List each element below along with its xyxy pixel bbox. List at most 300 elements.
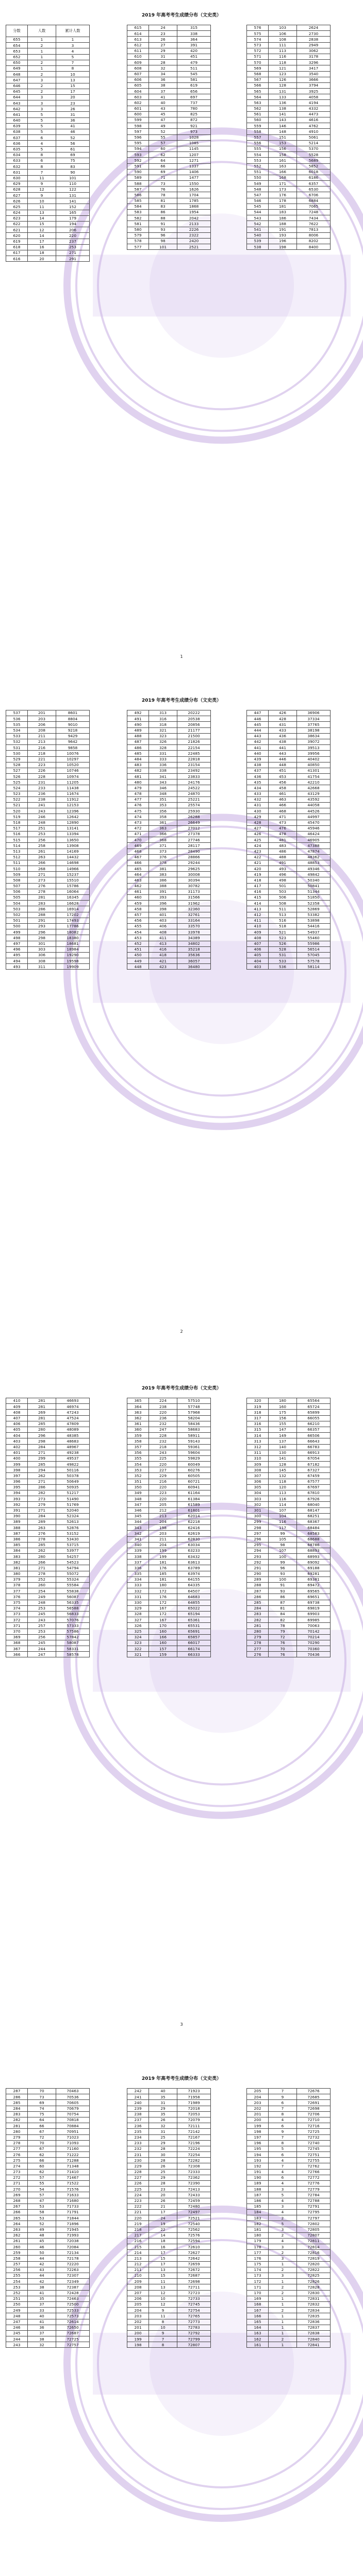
count-cell: 66 xyxy=(28,2123,56,2129)
cumulative-count-cell: 72142 xyxy=(177,2129,211,2134)
cumulative-count-cell: 4332 xyxy=(297,106,331,111)
count-cell: 26 xyxy=(149,2163,177,2169)
score-cell: 532 xyxy=(6,739,28,744)
cumulative-count-cell: 68484 xyxy=(297,1525,331,1531)
cumulative-count-cell: 3296 xyxy=(297,60,331,65)
count-cell: 10 xyxy=(149,2296,177,2301)
count-cell: 218 xyxy=(28,751,56,756)
table-row xyxy=(6,901,90,906)
score-cell: 542 xyxy=(247,221,269,227)
count-cell: 393 xyxy=(149,895,177,901)
table-row xyxy=(6,1588,90,1594)
score-cell: 202 xyxy=(127,2319,149,2325)
table-row xyxy=(247,2256,331,2261)
count-cell: 12 xyxy=(28,227,56,233)
table-row xyxy=(6,65,90,71)
count-cell: 398 xyxy=(149,906,177,912)
cumulative-count-cell: 54416 xyxy=(297,923,331,929)
cumulative-count-cell: 71945 xyxy=(56,2227,90,2232)
table-row xyxy=(127,796,211,802)
table-row xyxy=(247,129,331,134)
cumulative-count-cell: 5852 xyxy=(297,163,331,169)
cumulative-count-cell: 3794 xyxy=(297,82,331,88)
count-cell: 491 xyxy=(269,860,297,866)
score-cell: 438 xyxy=(247,762,269,768)
cumulative-count-cell: 42668 xyxy=(297,785,331,791)
score-cell: 540 xyxy=(247,232,269,238)
table-row xyxy=(247,866,331,872)
score-cell: 523 xyxy=(6,791,28,796)
cumulative-count-cell: 52 xyxy=(56,135,90,141)
count-cell: 15 xyxy=(149,2256,177,2261)
score-cell: 430 xyxy=(247,808,269,814)
count-cell: 391 xyxy=(149,889,177,894)
count-cell: 41 xyxy=(149,94,177,100)
cumulative-count-cell: 57510 xyxy=(177,1398,211,1404)
score-cell: 285 xyxy=(6,2100,28,2106)
count-cell: 81 xyxy=(269,1605,297,1611)
count-cell: 226 xyxy=(28,768,56,773)
table-row xyxy=(6,808,90,814)
count-cell: 228 xyxy=(28,774,56,779)
count-cell: 388 xyxy=(149,883,177,889)
cumulative-count-cell: 67697 xyxy=(297,1484,331,1490)
table-row xyxy=(6,923,90,929)
table-row xyxy=(247,1479,331,1484)
count-cell: 172 xyxy=(149,1588,177,1594)
score-cell: 571 xyxy=(247,54,269,59)
count-cell: 533 xyxy=(269,958,297,964)
cumulative-count-cell: 52040 xyxy=(56,1507,90,1513)
page-number: 2 xyxy=(180,1329,183,1334)
count-cell: 286 xyxy=(28,1484,56,1490)
score-cell: 347 xyxy=(127,1502,149,1507)
count-cell: 180 xyxy=(269,1398,297,1404)
cumulative-count-cell: 18984 xyxy=(56,946,90,952)
score-cell: 606 xyxy=(127,77,149,82)
score-cell: 492 xyxy=(127,710,149,716)
score-cell: 357 xyxy=(127,1444,149,1450)
score-cell: 631 xyxy=(6,170,28,175)
count-cell: 43 xyxy=(149,106,177,111)
score-cell: 269 xyxy=(6,2192,28,2198)
count-cell: 2 xyxy=(269,2284,297,2290)
score-cell: 282 xyxy=(247,1617,269,1623)
count-cell: 18 xyxy=(28,250,56,256)
count-cell: 43 xyxy=(28,2267,56,2273)
score-cell: 634 xyxy=(6,152,28,158)
table-row xyxy=(247,1640,331,1646)
count-cell: 79 xyxy=(269,1629,297,1634)
table-row xyxy=(247,140,331,146)
table-row xyxy=(127,2089,211,2094)
table-row xyxy=(127,1444,211,1450)
table-row xyxy=(6,2140,90,2146)
table-row xyxy=(247,2111,331,2117)
count-cell: 284 xyxy=(28,1513,56,1519)
table-row xyxy=(127,958,211,964)
score-cell: 281 xyxy=(6,2123,28,2129)
score-cell: 318 xyxy=(247,1410,269,1415)
table-row xyxy=(6,1536,90,1542)
score-cell: 454 xyxy=(127,929,149,935)
cumulative-count-cell: 12396 xyxy=(56,808,90,814)
table-row xyxy=(127,722,211,727)
cumulative-count-cell: 71989 xyxy=(177,2100,211,2106)
table-row xyxy=(247,42,331,48)
table-row xyxy=(247,227,331,232)
count-cell: 4 xyxy=(269,2198,297,2204)
table-row xyxy=(127,210,211,215)
score-cell: 650 xyxy=(6,60,28,65)
table-row xyxy=(6,774,90,779)
cumulative-count-cell: 11205 xyxy=(56,779,90,785)
score-cell: 505 xyxy=(6,895,28,901)
score-cell: 409 xyxy=(247,929,269,935)
score-cell: 181 xyxy=(247,2227,269,2232)
score-cell: 427 xyxy=(247,825,269,831)
count-cell: 506 xyxy=(269,895,297,901)
score-cell: 276 xyxy=(6,2152,28,2158)
cumulative-count-cell: 72807 xyxy=(297,2232,331,2238)
cumulative-count-cell: 71633 xyxy=(56,2192,90,2198)
table-row xyxy=(247,1623,331,1629)
score-cell: 266 xyxy=(6,2209,28,2215)
cumulative-count-cell: 72831 xyxy=(297,2296,331,2301)
table-row xyxy=(127,791,211,796)
count-cell: 220 xyxy=(149,1484,177,1490)
table-row xyxy=(127,1421,211,1427)
score-cell: 426 xyxy=(247,831,269,837)
cumulative-count-cell: 72776 xyxy=(297,2181,331,2187)
score-cell: 463 xyxy=(127,877,149,883)
count-cell: 70 xyxy=(269,1646,297,1652)
score-cell: 399 xyxy=(6,1462,28,1467)
score-cell: 268 xyxy=(6,2198,28,2204)
cumulative-count-cell: 47874 xyxy=(297,849,331,854)
count-cell: 9 xyxy=(269,2129,297,2134)
cumulative-count-cell: 9642 xyxy=(56,739,90,744)
table-row xyxy=(127,1560,211,1565)
count-cell: 1 xyxy=(269,2261,297,2267)
score-cell: 490 xyxy=(127,722,149,727)
count-cell: 1 xyxy=(269,2342,297,2348)
count-cell: 198 xyxy=(149,1525,177,1531)
table-row xyxy=(6,796,90,802)
table-row xyxy=(127,733,211,739)
count-cell: 213 xyxy=(149,1513,177,1519)
count-cell: 23 xyxy=(149,31,177,37)
table-row xyxy=(6,2238,90,2244)
table-row xyxy=(6,958,90,964)
table-row xyxy=(247,739,331,744)
cumulative-count-cell: 29625 xyxy=(177,866,211,872)
table-row xyxy=(127,2111,211,2117)
cumulative-count-cell: 58683 xyxy=(177,1427,211,1432)
count-cell: 173 xyxy=(269,187,297,192)
count-cell: 2 xyxy=(28,43,56,48)
cumulative-count-cell: 47524 xyxy=(56,1415,90,1421)
score-cell: 594 xyxy=(127,146,149,151)
cumulative-count-cell: 27746 xyxy=(177,837,211,843)
cumulative-count-cell: 31 xyxy=(56,112,90,117)
count-cell: 151 xyxy=(269,134,297,140)
count-cell: 2 xyxy=(269,2215,297,2221)
table-row xyxy=(127,1646,211,1652)
count-cell: 428 xyxy=(269,716,297,722)
cumulative-count-cell: 50116 xyxy=(56,1467,90,1473)
cumulative-count-cell: 11912 xyxy=(56,796,90,802)
score-cell: 567 xyxy=(247,77,269,82)
cumulative-count-cell: 10520 xyxy=(56,762,90,768)
count-cell: 91 xyxy=(269,1583,297,1588)
count-cell: 503 xyxy=(269,889,297,894)
count-cell: 26 xyxy=(149,37,177,42)
table-row xyxy=(247,1450,331,1455)
table-row xyxy=(6,843,90,849)
score-cell: 601 xyxy=(127,106,149,111)
score-cell: 314 xyxy=(247,1433,269,1438)
count-cell: 40 xyxy=(149,2089,177,2094)
table-row xyxy=(247,1548,331,1553)
count-cell: 3 xyxy=(28,94,56,100)
count-cell: 279 xyxy=(28,1502,56,1507)
cumulative-count-cell: 18082 xyxy=(56,929,90,935)
cumulative-count-cell: 66055 xyxy=(297,1415,331,1421)
table-row xyxy=(6,2094,90,2100)
count-cell: 47 xyxy=(28,2198,56,2204)
table-row xyxy=(127,1577,211,1582)
table-row xyxy=(127,1462,211,1467)
score-cell: 647 xyxy=(6,77,28,83)
cumulative-count-cell: 72832 xyxy=(297,2301,331,2307)
table-row xyxy=(127,2181,211,2187)
count-cell: 278 xyxy=(28,1571,56,1577)
table-row xyxy=(6,733,90,739)
table-row xyxy=(247,25,331,31)
cumulative-count-cell: 1145 xyxy=(177,146,211,151)
count-cell: 69 xyxy=(149,169,177,175)
cumulative-count-cell: 57968 xyxy=(177,1410,211,1415)
score-cell: 619 xyxy=(6,239,28,244)
cumulative-count-cell: 36 xyxy=(56,117,90,123)
table-row xyxy=(6,1652,90,1657)
table-row xyxy=(127,2308,211,2313)
score-cell: 305 xyxy=(247,1484,269,1490)
table-row xyxy=(6,2313,90,2319)
count-cell: 280 xyxy=(28,1427,56,1432)
table-row xyxy=(6,250,90,256)
cumulative-count-cell: 656 xyxy=(177,89,211,94)
cumulative-count-cell: 72819 xyxy=(297,2256,331,2261)
cumulative-count-cell: 55986 xyxy=(297,941,331,946)
table-row xyxy=(6,929,90,935)
cumulative-count-cell: 20222 xyxy=(177,710,211,716)
cumulative-count-cell: 44997 xyxy=(297,814,331,820)
table-row xyxy=(247,831,331,837)
table-row xyxy=(247,2273,331,2279)
cumulative-count-cell: 72751 xyxy=(297,2152,331,2158)
cumulative-count-cell: 479 xyxy=(177,60,211,65)
cumulative-count-cell: 69188 xyxy=(297,1565,331,1571)
cumulative-count-cell: 71576 xyxy=(56,2187,90,2192)
cumulative-count-cell: 54937 xyxy=(297,929,331,935)
score-cell: 355 xyxy=(127,1455,149,1461)
table-row xyxy=(127,901,211,906)
count-cell: 260 xyxy=(28,1583,56,1588)
table-row xyxy=(247,2301,331,2307)
table-row xyxy=(127,89,211,94)
score-cell: 403 xyxy=(6,1438,28,1444)
column-header: 累计人数 xyxy=(56,25,90,37)
cumulative-count-cell: 17493 xyxy=(56,918,90,923)
count-cell: 55 xyxy=(28,2181,56,2187)
cumulative-count-cell: 63789 xyxy=(177,1565,211,1571)
count-cell: 458 xyxy=(269,785,297,791)
cumulative-count-cell: 72480 xyxy=(177,2204,211,2209)
table-row xyxy=(247,1554,331,1560)
count-cell: 176 xyxy=(149,1565,177,1571)
score-cell: 648 xyxy=(6,72,28,77)
count-cell: 1 xyxy=(28,48,56,54)
table-row xyxy=(6,2330,90,2336)
score-cell: 174 xyxy=(247,2267,269,2273)
count-cell: 206 xyxy=(28,722,56,727)
count-cell: 28 xyxy=(149,2146,177,2151)
count-cell: 100 xyxy=(269,1554,297,1560)
score-cell: 518 xyxy=(6,820,28,825)
table-row xyxy=(127,710,211,716)
score-cell: 642 xyxy=(6,106,28,112)
count-cell: 14 xyxy=(28,215,56,221)
cumulative-count-cell: 49842 xyxy=(297,872,331,877)
cumulative-count-cell: 62014 xyxy=(177,1513,211,1519)
count-cell: 104 xyxy=(269,1513,297,1519)
score-cell: 197 xyxy=(247,2134,269,2140)
cumulative-count-cell: 9858 xyxy=(56,745,90,751)
score-cell: 654 xyxy=(6,43,28,48)
table-row xyxy=(247,1560,331,1565)
score-cell: 310 xyxy=(247,1455,269,1461)
cumulative-count-cell: 65531 xyxy=(177,1623,211,1629)
score-cell: 441 xyxy=(247,745,269,751)
cumulative-count-cell: 66506 xyxy=(297,1433,331,1438)
score-cell: 354 xyxy=(127,1462,149,1467)
count-cell: 263 xyxy=(28,854,56,860)
cumulative-count-cell: 72562 xyxy=(177,2227,211,2232)
count-cell: 76 xyxy=(149,187,177,192)
cumulative-count-cell: 3 xyxy=(56,43,90,48)
score-cell: 388 xyxy=(6,1525,28,1531)
table-row xyxy=(6,1629,90,1634)
cumulative-count-cell: 11438 xyxy=(56,785,90,791)
table-row xyxy=(247,2227,331,2232)
table-row xyxy=(6,883,90,889)
table-row xyxy=(6,1583,90,1588)
score-cell: 497 xyxy=(6,941,28,946)
table-row xyxy=(6,2152,90,2158)
cumulative-count-cell: 47809 xyxy=(56,1421,90,1427)
score-cell: 303 xyxy=(247,1496,269,1502)
cumulative-count-cell: 72521 xyxy=(177,2215,211,2221)
table-row xyxy=(6,912,90,918)
table-row xyxy=(6,60,90,65)
table-row xyxy=(6,83,90,89)
count-cell: 32 xyxy=(149,2123,177,2129)
score-cell: 382 xyxy=(6,1560,28,1565)
score-cell: 236 xyxy=(127,2123,149,2129)
cumulative-count-cell: 70536 xyxy=(56,2094,90,2100)
cumulative-count-cell: 14966 xyxy=(56,866,90,872)
score-cell: 244 xyxy=(6,2336,28,2342)
table-row xyxy=(127,1513,211,1519)
cumulative-count-cell: 39513 xyxy=(297,745,331,751)
score-cell: 646 xyxy=(6,83,28,89)
count-cell: 286 xyxy=(28,906,56,912)
table-row xyxy=(247,2342,331,2348)
count-cell: 35 xyxy=(149,2111,177,2117)
cumulative-count-cell: 4762 xyxy=(297,123,331,129)
score-cell: 547 xyxy=(247,192,269,198)
table-row xyxy=(247,1525,331,1531)
table-row xyxy=(247,2117,331,2123)
cumulative-count-cell: 31566 xyxy=(177,895,211,901)
cumulative-count-cell: 18380 xyxy=(56,935,90,941)
cumulative-count-cell: 20 xyxy=(56,94,90,100)
table-row xyxy=(247,2290,331,2296)
count-cell: 4 xyxy=(269,2181,297,2187)
table-row xyxy=(6,745,90,751)
cumulative-count-cell: 35218 xyxy=(177,946,211,952)
count-cell: 143 xyxy=(269,117,297,123)
cumulative-count-cell: 72825 xyxy=(297,2273,331,2279)
score-cell: 627 xyxy=(6,193,28,198)
count-cell: 232 xyxy=(149,1438,177,1444)
table-row xyxy=(127,895,211,901)
score-cell: 534 xyxy=(6,727,28,733)
table-row xyxy=(6,1467,90,1473)
score-cell: 421 xyxy=(247,860,269,866)
table-row xyxy=(127,82,211,88)
count-cell: 181 xyxy=(149,1577,177,1582)
table-row xyxy=(247,1502,331,1507)
table-row xyxy=(6,1496,90,1502)
count-cell: 254 xyxy=(28,1588,56,1594)
table-row xyxy=(6,1542,90,1548)
score-cell: 410 xyxy=(6,1398,28,1404)
table-row xyxy=(6,2308,90,2313)
cumulative-count-cell: 54523 xyxy=(56,1560,90,1565)
cumulative-count-cell: 67810 xyxy=(297,1490,331,1496)
score-cell: 297 xyxy=(247,1531,269,1536)
score-cell: 578 xyxy=(127,238,149,244)
score-cell: 255 xyxy=(6,2273,28,2279)
score-cell: 231 xyxy=(127,2152,149,2158)
count-cell: 252 xyxy=(28,1577,56,1582)
score-cell: 230 xyxy=(127,2158,149,2163)
cumulative-count-cell: 24522 xyxy=(177,785,211,791)
score-cell: 350 xyxy=(127,1484,149,1490)
table-row xyxy=(247,1462,331,1467)
table-row xyxy=(247,912,331,918)
cumulative-count-cell: 66333 xyxy=(177,1652,211,1657)
cumulative-count-cell: 11674 xyxy=(56,791,90,796)
score-cell: 209 xyxy=(127,2279,149,2284)
count-cell: 93 xyxy=(269,1571,297,1577)
table-row xyxy=(127,2094,211,2100)
table-row xyxy=(127,2232,211,2238)
cumulative-count-cell: 780 xyxy=(177,106,211,111)
